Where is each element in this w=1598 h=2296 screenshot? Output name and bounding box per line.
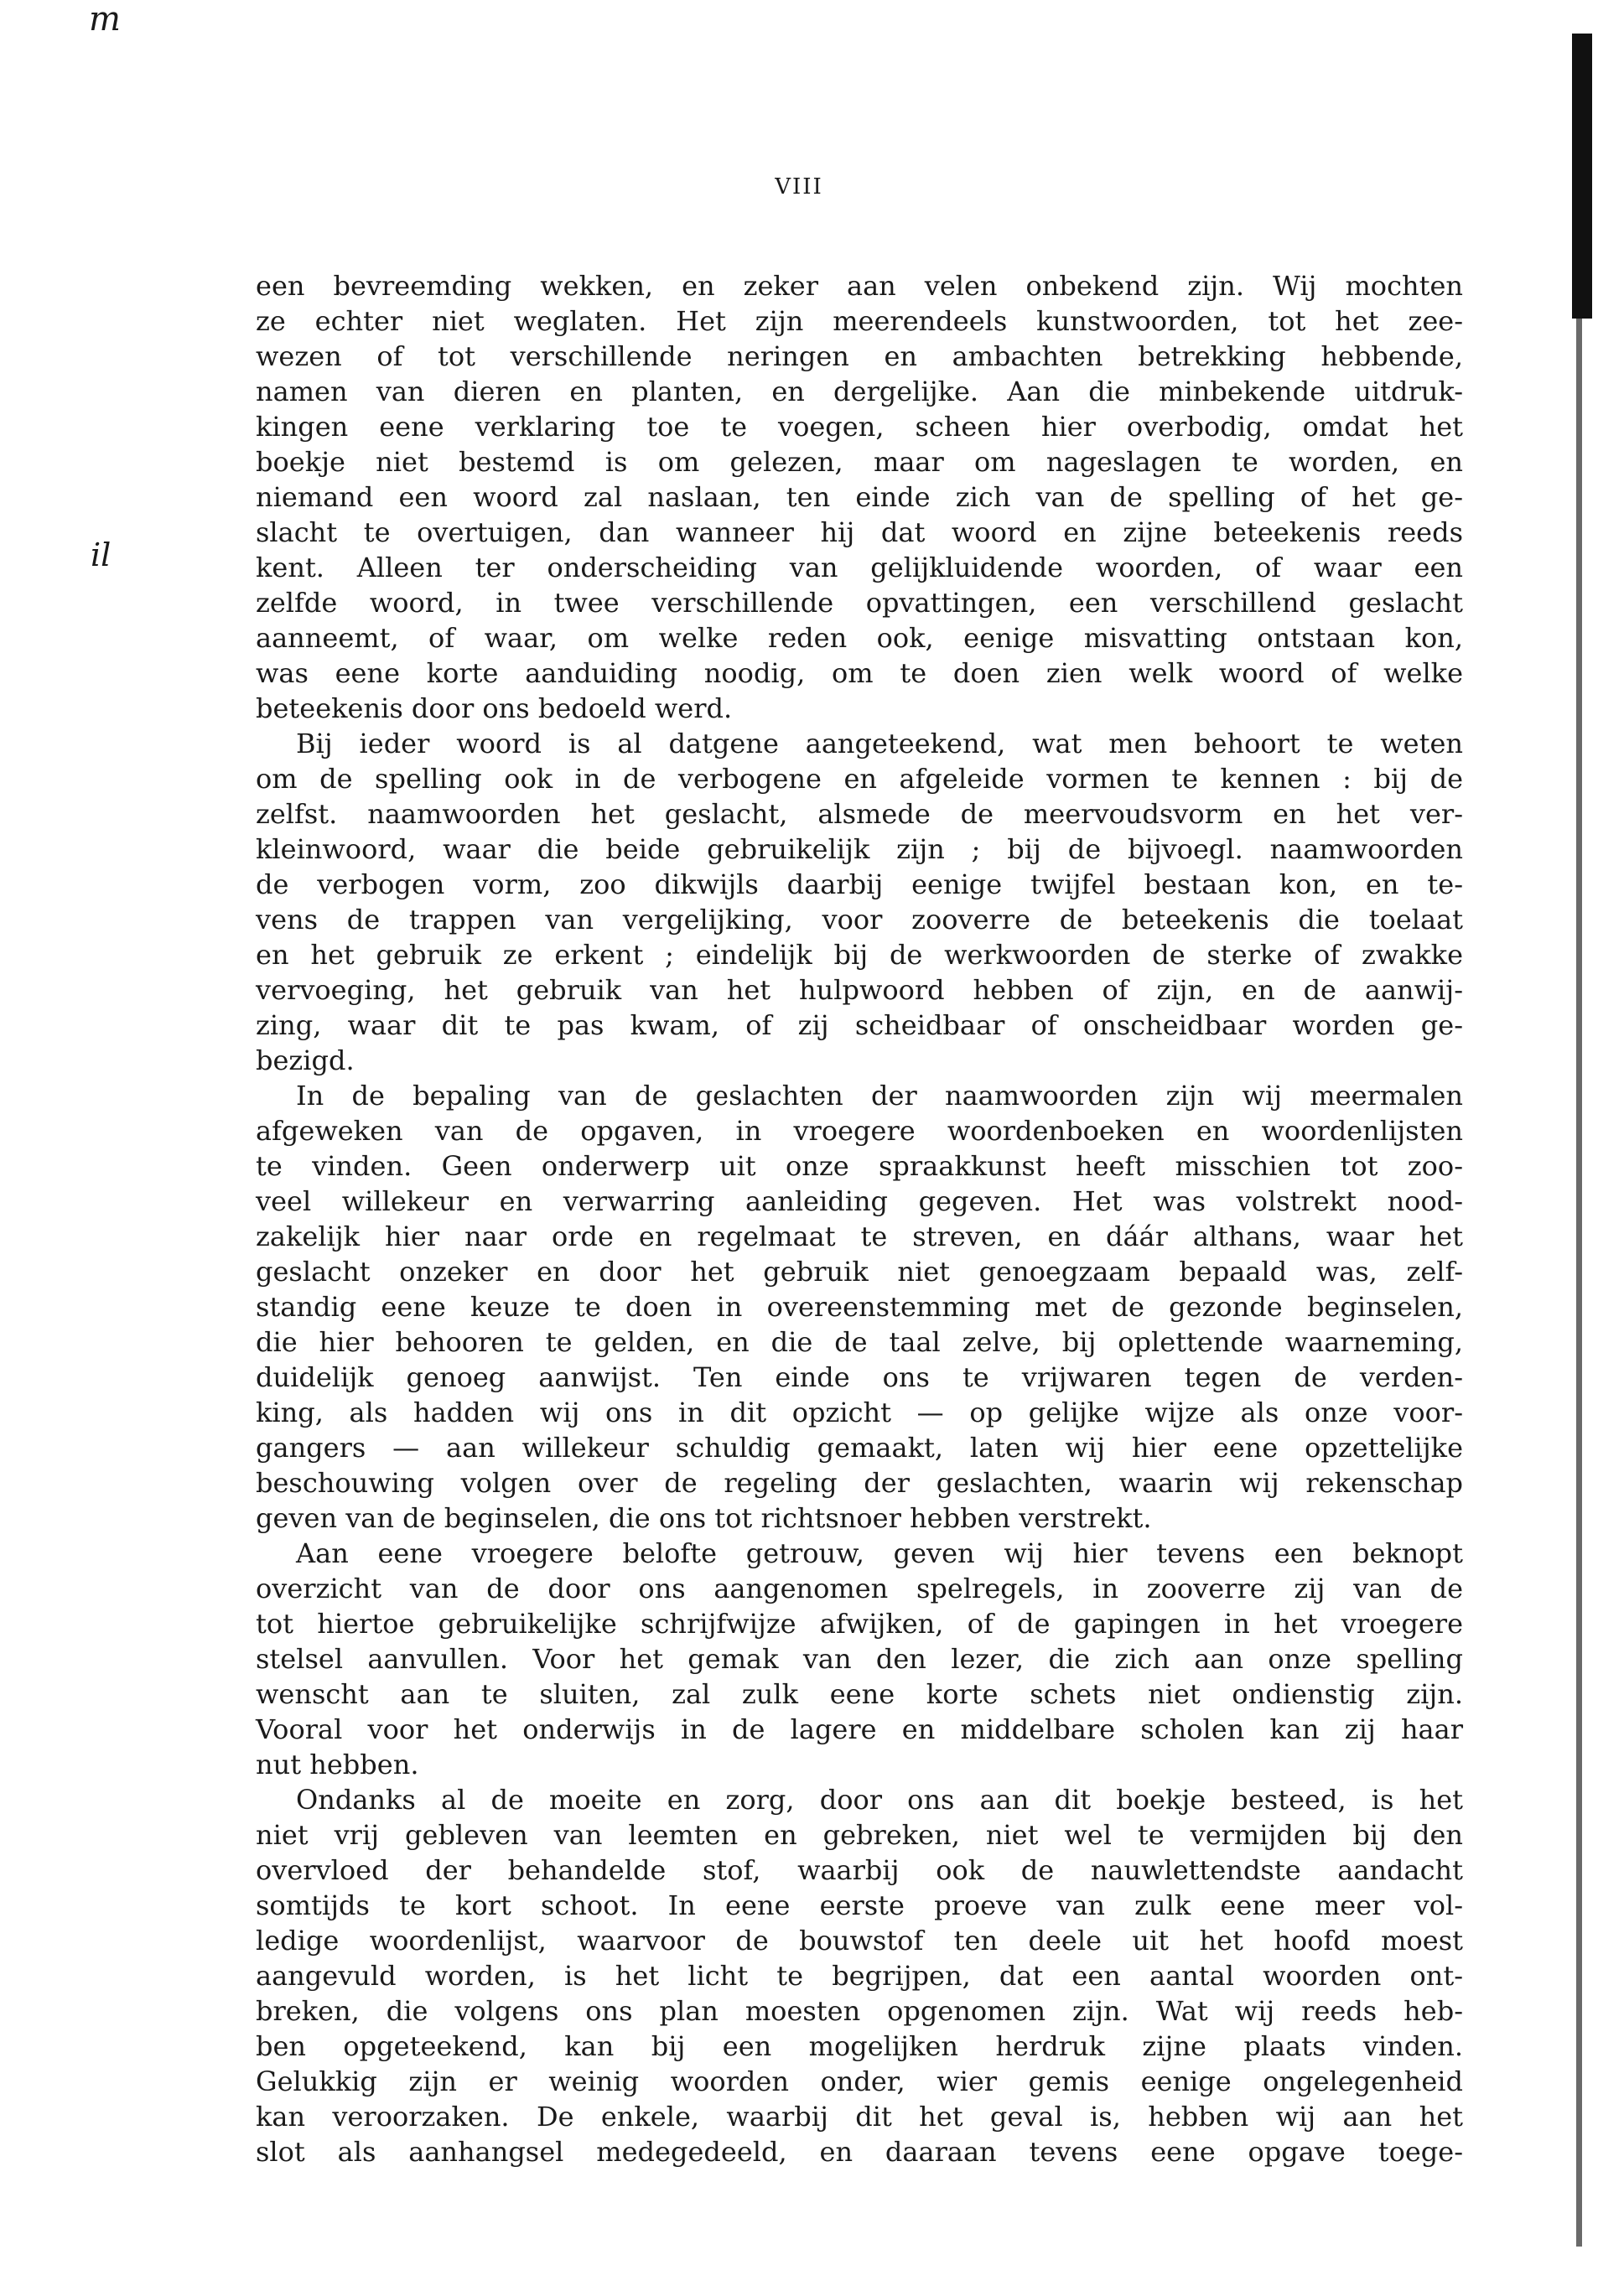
text-line: wezen of tot verschillende neringen en ambachten betrekking hebbende, <box>256 340 1463 372</box>
text-line: Aan eene vroegere belofte getrouw, geven wij hier tevens een beknopt <box>296 1537 1463 1569</box>
text-line: de verbogen vorm, zoo dikwijls daarbij eenige twijfel bestaan kon, en te- <box>256 868 1463 900</box>
text-line: niet vrij gebleven van leemten en gebreken, niet wel te vermijden bij den <box>256 1819 1463 1851</box>
text-line: afgeweken van de opgaven, in vroegere woordenboeken en woordenlijsten <box>256 1115 1463 1147</box>
text-line: zing, waar dit te pas kwam, of zij scheidbaar of onscheidbaar worden ge- <box>256 1009 1463 1041</box>
text-line: gangers — aan willekeur schuldig gemaakt, laten wij hier eene opzettelijke <box>256 1432 1463 1464</box>
text-line: om de spelling ook in de verbogene en afgeleide vormen te kennen : bij de <box>256 763 1463 795</box>
text-line: king, als hadden wij ons in dit opzicht — op gelijke wijze als onze voor- <box>256 1397 1463 1428</box>
text-line: bezigd. <box>256 1044 355 1076</box>
body-text <box>256 268 1463 2168</box>
text-line: overzicht van de door ons aangenomen spelregels, in zooverre zij van de <box>256 1573 1463 1604</box>
text-line: ben opgeteekend, kan bij een mogelijken herdruk zijne plaats vinden. <box>256 2030 1463 2062</box>
text-line: In de bepaling van de geslachten der naamwoorden zijn wij meermalen <box>296 1080 1463 1112</box>
text-line: Gelukkig zijn er weinig woorden onder, wier gemis eenige ongelegenheid <box>256 2065 1463 2097</box>
text-line: zakelijk hier naar orde en regelmaat te streven, en dáár althans, waar het <box>256 1221 1463 1252</box>
text-line: somtijds te kort schoot. In eene eerste proeve van zulk eene meer vol- <box>256 1889 1463 1921</box>
text-line: Vooral voor het onderwijs in de lagere en middelbare scholen kan zij haar <box>256 1713 1463 1745</box>
text-line: slot als aanhangsel medegedeeld, en daaraan tevens eene opgave toege- <box>256 2136 1463 2168</box>
text-line: beteekenis door ons bedoeld werd. <box>256 692 733 724</box>
text-line: was eene korte aanduiding noodig, om te doen zien welk woord of welke <box>256 657 1463 689</box>
text-line: stelsel aanvullen. Voor het gemak van den lezer, die zich aan onze spelling <box>256 1643 1463 1675</box>
text-line: te vinden. Geen onderwerp uit onze spraakkunst heeft misschien tot zoo- <box>256 1150 1463 1182</box>
text-line: die hier behooren te gelden, en die de taal zelve, bij oplettende waarneming, <box>256 1326 1463 1358</box>
text-line: aanneemt, of waar, om welke reden ook, eenige misvatting ontstaan kon, <box>256 622 1463 654</box>
text-line: tot hiertoe gebruikelijke schrijfwijze afwijken, of de gapingen in het vroegere <box>256 1608 1463 1640</box>
text-line: Bij ieder woord is al datgene aangeteekend, wat men behoort te weten <box>296 728 1463 759</box>
text-line: aangevuld worden, is het licht te begrijpen, dat een aantal woorden ont- <box>256 1960 1463 1992</box>
text-line: slacht te overtuigen, dan wanneer hij dat woord en zijne beteekenis reeds <box>256 516 1463 548</box>
text-line: nut hebben. <box>256 1749 419 1780</box>
text-line: geven van de beginselen, die ons tot richtsnoer hebben verstrekt. <box>256 1502 1152 1534</box>
text-line: wenscht aan te sluiten, zal zulk eene korte schets niet ondienstig zijn. <box>256 1678 1463 1710</box>
text-line: kingen eene verklaring toe te voegen, scheen hier overbodig, omdat het <box>256 411 1463 443</box>
page-edge-line <box>1576 319 1582 2247</box>
text-line: boekje niet bestemd is om gelezen, maar om nageslagen te worden, en <box>256 446 1463 478</box>
text-line: beschouwing volgen over de regeling der geslachten, waarin wij rekenschap <box>256 1467 1463 1499</box>
text-line: kleinwoord, waar die beide gebruikelijk zijn ; bij de bijvoegl. naamwoorden <box>256 833 1463 865</box>
text-line: vervoeging, het gebruik van het hulpwoord hebben of zijn, en de aanwij- <box>256 974 1463 1006</box>
corner-mark: m <box>89 0 121 39</box>
text-line: zelfst. naamwoorden het geslacht, alsmede de meervoudsvorm en het ver- <box>256 798 1463 830</box>
text-line: ze echter niet weglaten. Het zijn meerendeels kunstwoorden, tot het zee- <box>256 305 1463 337</box>
text-line: kent. Alleen ter onderscheiding van gelijkluidende woorden, of waar een <box>256 552 1463 583</box>
text-line: een bevreemding wekken, en zeker aan velen onbekend zijn. Wij mochten <box>256 270 1463 302</box>
text-line: breken, die volgens ons plan moesten opgenomen zijn. Wat wij reeds heb- <box>256 1995 1463 2027</box>
margin-mark: il <box>91 536 112 573</box>
text-line: geslacht onzeker en door het gebruik niet genoegzaam bepaald was, zelf- <box>256 1256 1463 1288</box>
text-line: zelfde woord, in twee verschillende opvattingen, een verschillend geslacht <box>256 587 1463 619</box>
text-line: standig eene keuze te doen in overeenstemming met de gezonde beginselen, <box>256 1291 1463 1323</box>
text-line: veel willekeur en verwarring aanleiding gegeven. Het was volstrekt nood- <box>256 1185 1463 1217</box>
text-line: ledige woordenlijst, waarvoor de bouwstof ten deele uit het hoofd moest <box>256 1925 1463 1957</box>
text-line: duidelijk genoeg aanwijst. Ten einde ons te vrijwaren tegen de verden- <box>256 1361 1463 1393</box>
text-line: overvloed der behandelde stof, waarbij ook de nauwlettendste aandacht <box>256 1854 1463 1886</box>
page-number: VIII <box>775 174 823 200</box>
text-line: niemand een woord zal naslaan, ten einde zich van de spelling of het ge- <box>256 481 1463 513</box>
text-line: namen van dieren en planten, en dergelijke. Aan die minbekende uitdruk- <box>256 376 1463 407</box>
text-line: en het gebruik ze erkent ; eindelijk bij de werkwoorden de sterke of zwakke <box>256 939 1463 971</box>
text-line: kan veroorzaken. De enkele, waarbij dit het geval is, hebben wij aan het <box>256 2101 1463 2133</box>
text-line: vens de trappen van vergelijking, voor zooverre de beteekenis die toelaat <box>256 904 1463 936</box>
text-line: Ondanks al de moeite en zorg, door ons aan dit boekje besteed, is het <box>296 1784 1463 1816</box>
